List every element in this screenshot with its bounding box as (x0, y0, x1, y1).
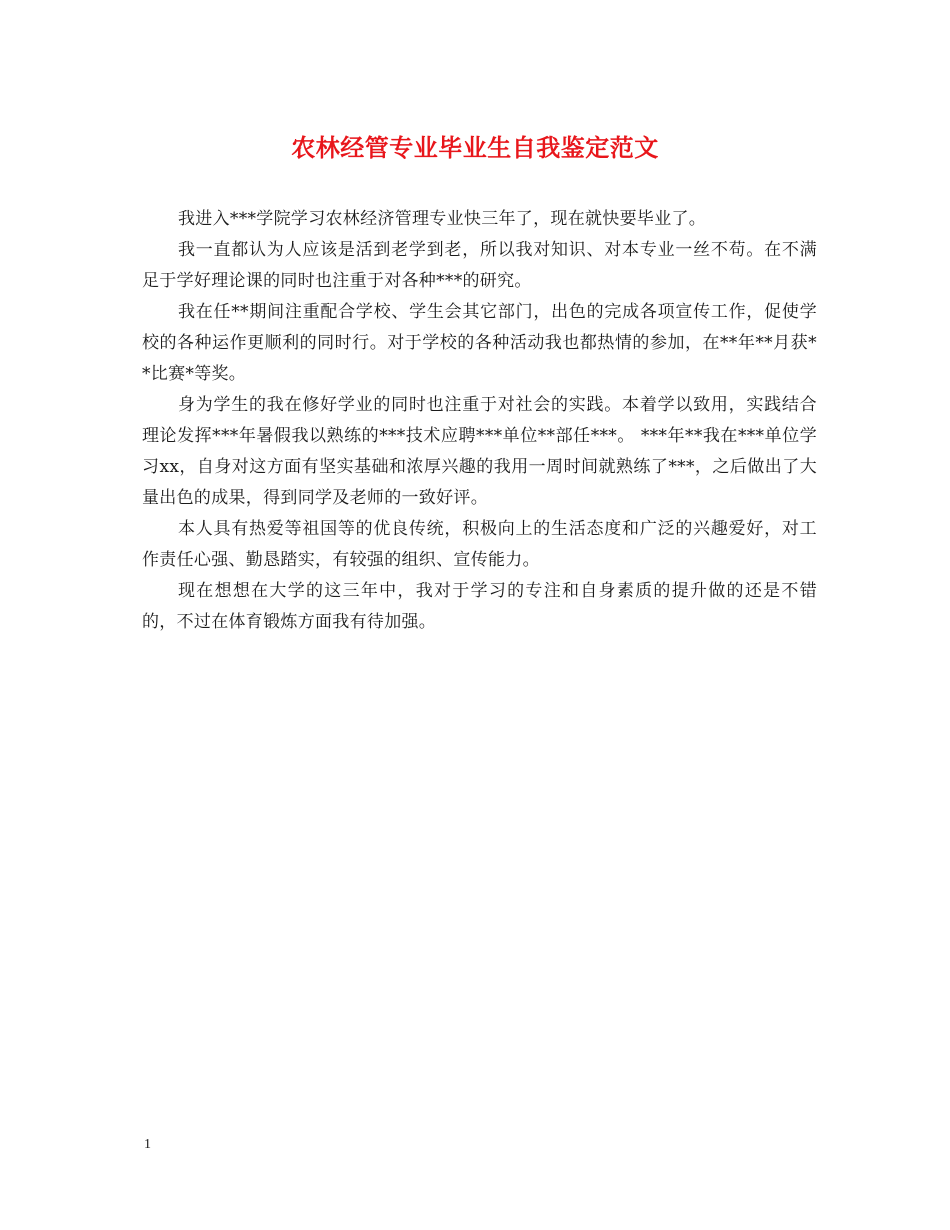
paragraph: 身为学生的我在修好学业的同时也注重于对社会的实践。本着学以致用，实践结合理论发挥***年暑假我以熟练的***技术应聘***单位**部任***。 ***年**我在***单位学习xx，自身对这方面有坚实基础和浓厚兴趣的我用一周时间就熟练了***，之后做出了大量出色的成果，得到同学及老师的一致好评。 (142, 395, 817, 508)
paragraph: 我在任**期间注重配合学校、学生会其它部门，出色的完成各项宣传工作，促使学校的各种运作更顺利的同时行。对于学校的各种活动我也都热情的参加，在**年**月获**比赛*等奖。 (142, 302, 817, 384)
document-title: 农林经管专业毕业生自我鉴定范文 (291, 133, 659, 162)
paragraph: 现在想想在大学的这三年中，我对于学习的专注和自身素质的提升做的还是不错的，不过在体育锻炼方面我有待加强。 (142, 581, 817, 632)
paragraph: 我进入***学院学习农林经济管理专业快三年了，现在就快要毕业了。 (178, 209, 707, 229)
document-body (142, 204, 817, 638)
page-number: 1 (144, 1137, 151, 1152)
paragraph: 我一直都认为人应该是活到老学到老，所以我对知识、对本专业一丝不苟。在不满足于学好理论课的同时也注重于对各种***的研究。 (142, 240, 817, 291)
paragraph: 本人具有热爱等祖国等的优良传统，积极向上的生活态度和广泛的兴趣爱好，对工作责任心强、勤恳踏实，有较强的组织、宣传能力。 (142, 519, 817, 570)
